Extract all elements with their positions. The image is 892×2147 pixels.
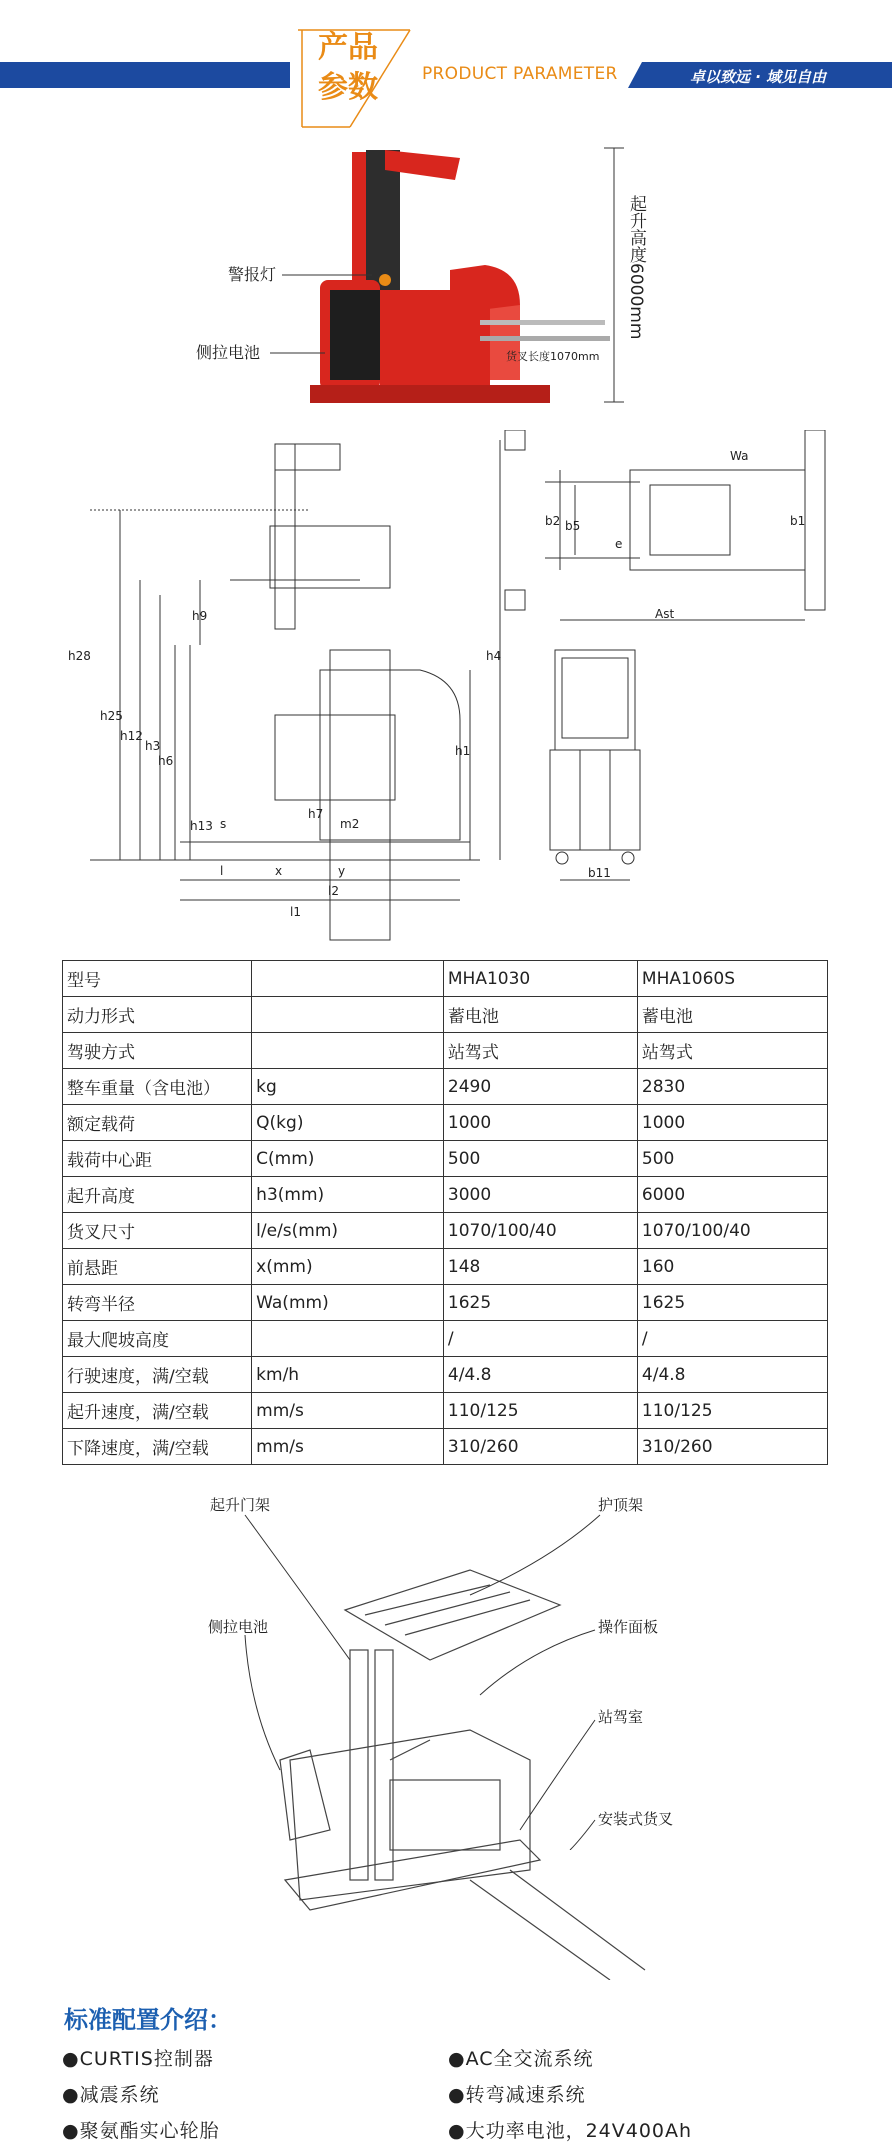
table-cell: 站驾式: [637, 1033, 827, 1069]
table-row: [63, 1177, 828, 1213]
part-forks: 安装式货叉: [598, 1810, 674, 1828]
dim-ast: Ast: [655, 607, 675, 621]
table-cell: x(mm): [252, 1249, 444, 1285]
table-row: [63, 997, 828, 1033]
part-overhead-guard: 护顶架: [598, 1496, 644, 1514]
dim-l: l: [220, 864, 224, 878]
table-row: [63, 1033, 828, 1069]
feature-item: ●AC全交流系统: [448, 2048, 594, 2070]
dim-b11: b11: [588, 866, 611, 880]
intro-title: 标准配置介绍：: [64, 2006, 232, 2034]
table-row: [63, 1069, 828, 1105]
dim-l1: l1: [290, 905, 301, 919]
table-cell: 1000: [637, 1105, 827, 1141]
callout-leaders: [150, 1510, 670, 1850]
table-cell: [252, 1321, 444, 1357]
table-cell: 型号: [63, 961, 252, 997]
dim-b2: b2: [545, 514, 561, 528]
table-cell: 驾驶方式: [63, 1033, 252, 1069]
dim-h6: h6: [158, 754, 174, 768]
dim-h1: h1: [455, 744, 471, 758]
table-cell: 4/4.8: [637, 1357, 827, 1393]
table-cell: 蓄电池: [637, 997, 827, 1033]
table-cell: 前悬距: [63, 1249, 252, 1285]
dim-wa: Wa: [730, 449, 749, 463]
side-battery-leader: [270, 348, 330, 358]
dim-h3: h3: [145, 739, 161, 753]
part-side-battery: 侧拉电池: [208, 1618, 269, 1636]
table-cell: 最大爬坡高度: [63, 1321, 252, 1357]
fork-length-label: 货叉长度1070mm: [506, 350, 600, 363]
table-cell: 110/125: [637, 1393, 827, 1429]
dim-m2: m2: [340, 817, 360, 831]
feature-item: ●转弯减速系统: [448, 2084, 586, 2106]
table-cell: 整车重量（含电池）: [63, 1069, 252, 1105]
table-row: [63, 1393, 828, 1429]
table-cell: 转弯半径: [63, 1285, 252, 1321]
dim-h7: h7: [308, 807, 324, 821]
table-cell: 下降速度，满/空载: [63, 1429, 252, 1465]
table-row: [63, 1357, 828, 1393]
table-cell: 1070/100/40: [637, 1213, 827, 1249]
slogan: 卓以致远 · 域见自由: [690, 68, 827, 86]
table-cell: km/h: [252, 1357, 444, 1393]
table-cell: 310/260: [637, 1429, 827, 1465]
dim-h9: h9: [192, 609, 208, 623]
lift-height-label: 起升高度6000mm: [626, 195, 646, 340]
table-row: [63, 1321, 828, 1357]
table-cell: Q(kg): [252, 1105, 444, 1141]
table-cell: 站驾式: [443, 1033, 637, 1069]
table-cell: 2830: [637, 1069, 827, 1105]
part-cab: 站驾室: [598, 1708, 644, 1726]
table-cell: 500: [637, 1141, 827, 1177]
dim-h4: h4: [486, 649, 502, 663]
dim-x: x: [275, 864, 283, 878]
table-row: [63, 961, 828, 997]
feature-item: ●CURTIS控制器: [62, 2048, 214, 2070]
table-cell: 310/260: [443, 1429, 637, 1465]
dim-b5: b5: [565, 519, 581, 533]
table-cell: /: [443, 1321, 637, 1357]
part-lift-mast: 起升门架: [210, 1496, 271, 1514]
table-row: [63, 1429, 828, 1465]
table-cell: [252, 961, 444, 997]
table-cell: 1070/100/40: [443, 1213, 637, 1249]
table-cell: C(mm): [252, 1141, 444, 1177]
title-line-1: 产品: [318, 30, 378, 65]
table-cell: 行驶速度，满/空载: [63, 1357, 252, 1393]
table-cell: 110/125: [443, 1393, 637, 1429]
dim-b1: b1: [790, 514, 806, 528]
table-cell: 2490: [443, 1069, 637, 1105]
warning-light-label: 警报灯: [228, 265, 277, 284]
table-cell: Wa(mm): [252, 1285, 444, 1321]
table-cell: 1625: [637, 1285, 827, 1321]
table-cell: 载荷中心距: [63, 1141, 252, 1177]
table-cell: 1000: [443, 1105, 637, 1141]
dim-h13: h13: [190, 819, 213, 833]
table-cell: 3000: [443, 1177, 637, 1213]
table-cell: 160: [637, 1249, 827, 1285]
table-cell: 1625: [443, 1285, 637, 1321]
table-cell: l/e/s(mm): [252, 1213, 444, 1249]
dim-h12: h12: [120, 729, 143, 743]
table-cell: 4/4.8: [443, 1357, 637, 1393]
table-cell: 500: [443, 1141, 637, 1177]
dim-h25: h25: [100, 709, 123, 723]
table-cell: 货叉尺寸: [63, 1213, 252, 1249]
table-cell: mm/s: [252, 1429, 444, 1465]
dim-h28: h28: [68, 649, 91, 663]
feature-item: ●大功率电池，24V400Ah: [448, 2120, 693, 2142]
dim-s: s: [220, 817, 227, 831]
table-cell: 起升高度: [63, 1177, 252, 1213]
title-line-2: 参数: [318, 70, 378, 105]
table-cell: /: [637, 1321, 827, 1357]
dim-l2: l2: [328, 884, 339, 898]
table-cell: MHA1060S: [637, 961, 827, 997]
side-battery-label: 侧拉电池: [196, 343, 261, 362]
spec-table: [62, 960, 828, 1465]
table-cell: 起升速度，满/空载: [63, 1393, 252, 1429]
table-cell: kg: [252, 1069, 444, 1105]
table-cell: [252, 1033, 444, 1069]
part-control-panel: 操作面板: [598, 1618, 659, 1636]
dim-e: e: [615, 537, 623, 551]
table-cell: mm/s: [252, 1393, 444, 1429]
table-cell: [252, 997, 444, 1033]
table-cell: 动力形式: [63, 997, 252, 1033]
warning-light-leader: [282, 270, 382, 280]
section-title-en: PRODUCT PARAMETER: [422, 64, 618, 84]
table-cell: 蓄电池: [443, 997, 637, 1033]
table-row: [63, 1141, 828, 1177]
table-cell: h3(mm): [252, 1177, 444, 1213]
table-cell: 6000: [637, 1177, 827, 1213]
table-cell: 额定载荷: [63, 1105, 252, 1141]
table-row: [63, 1213, 828, 1249]
table-row: [63, 1249, 828, 1285]
table-cell: 148: [443, 1249, 637, 1285]
technical-drawings: [60, 430, 840, 950]
table-row: [63, 1105, 828, 1141]
feature-item: ●聚氨酯实心轮胎: [62, 2120, 220, 2142]
section-title-cn: [298, 28, 398, 128]
table-row: [63, 1285, 828, 1321]
table-cell: MHA1030: [443, 961, 637, 997]
feature-item: ●减震系统: [62, 2084, 160, 2106]
dim-y: y: [338, 864, 346, 878]
